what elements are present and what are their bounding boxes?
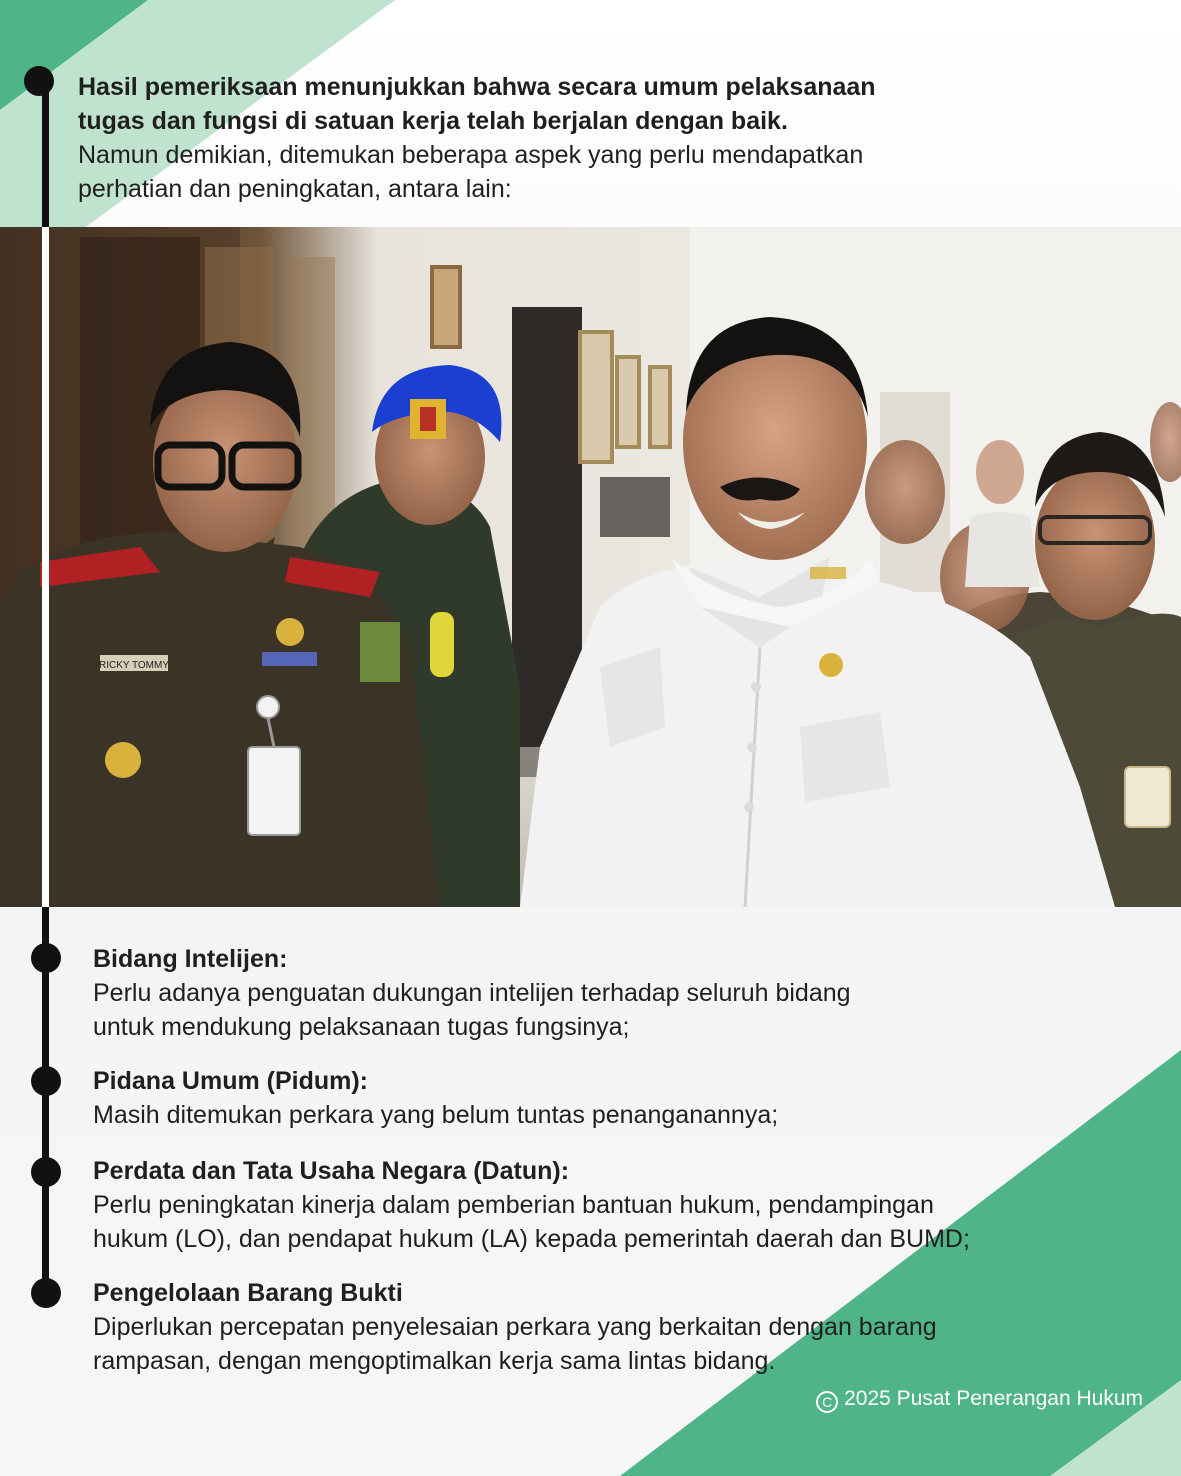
list-item (93, 1064, 1153, 1132)
copyright-footer (816, 1385, 1143, 1413)
timeline-dot-3 (31, 1157, 61, 1187)
intro-line-2: perhatian dan peningkatan, antara lain: (78, 175, 512, 203)
list-item (93, 1276, 1153, 1378)
item-heading: Pengelolaan Barang Bukti (93, 1279, 403, 1307)
copyright-icon: C (816, 1391, 838, 1413)
intro-bold-line-2: tugas dan fungsi di satuan kerja telah berjalan dengan baik. (78, 107, 788, 135)
name-tag: RICKY TOMMY (98, 660, 170, 671)
timeline-dot-intro (24, 66, 54, 96)
item-text-line-1: Masih ditemukan perkara yang belum tuntas penanganannya; (93, 1101, 779, 1129)
timeline-line-top (42, 78, 49, 227)
item-text-line-2: untuk mendukung pelaksanaan tugas fungsinya; (93, 1013, 630, 1041)
item-text-line-2: rampasan, dengan mengoptimalkan kerja sama lintas bidang. (93, 1347, 776, 1375)
timeline-dot-2 (31, 1066, 61, 1096)
intro-line-1: Namun demikian, ditemukan beberapa aspek yang perlu mendapatkan (78, 141, 864, 169)
item-heading: Perdata dan Tata Usaha Negara (Datun): (93, 1157, 570, 1185)
list-item (93, 942, 1153, 1044)
timeline-dot-1 (31, 943, 61, 973)
item-text-line-1: Diperlukan percepatan penyelesaian perkara yang berkaitan dengan barang (93, 1313, 937, 1341)
item-heading: Bidang Intelijen: (93, 945, 288, 973)
item-text-line-1: Perlu adanya penguatan dukungan intelijen terhadap seluruh bidang (93, 979, 851, 1007)
item-heading: Pidana Umum (Pidum): (93, 1067, 369, 1095)
inspection-photo (0, 227, 1181, 907)
item-text-line-2: hukum (LO), dan pendapat hukum (LA) kepada pemerintah daerah dan BUMD; (93, 1225, 970, 1253)
timeline-line-photo (42, 227, 49, 907)
item-text-line-1: Perlu peningkatan kinerja dalam pemberian bantuan hukum, pendampingan (93, 1191, 934, 1219)
intro-bold-line-1: Hasil pemeriksaan menunjukkan bahwa secara umum pelaksanaan (78, 73, 876, 101)
copyright-text: 2025 Pusat Penerangan Hukum (844, 1387, 1143, 1410)
timeline-dot-4 (31, 1278, 61, 1308)
list-item (93, 1154, 1153, 1256)
intro-text (78, 70, 1078, 206)
